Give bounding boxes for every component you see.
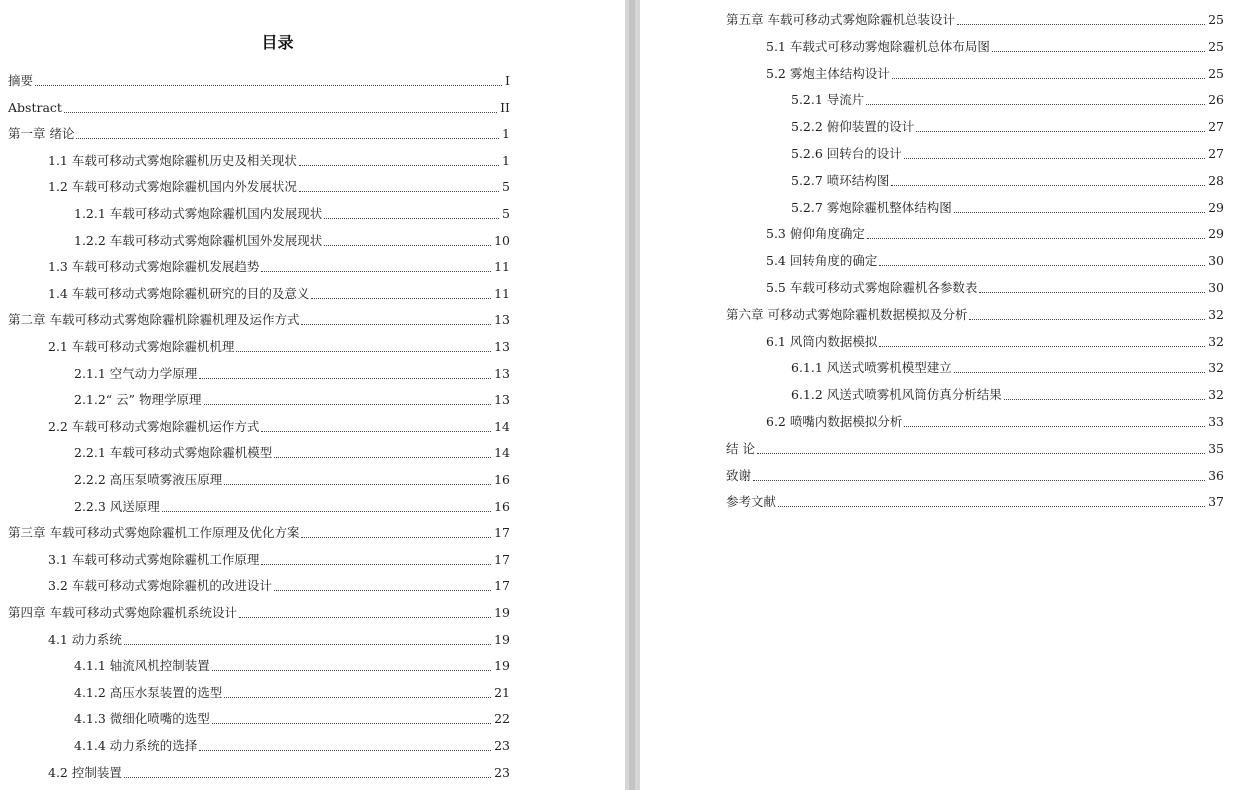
toc-leader-dots <box>299 165 499 166</box>
toc-entry[interactable] <box>726 492 1224 512</box>
toc-entry-text: 2.1.1 空气动力学原理 <box>74 365 198 381</box>
toc-entry[interactable] <box>726 466 1224 486</box>
toc-entry[interactable] <box>74 231 510 251</box>
toc-leader-dots <box>299 191 499 192</box>
toc-entry-text: 1.2.1 车载可移动式雾炮除霾机国内发展现状 <box>74 206 323 221</box>
toc-leader-dots <box>311 298 491 299</box>
toc-entry[interactable] <box>48 576 510 596</box>
toc-entry[interactable] <box>791 90 1224 110</box>
toc-leader-dots <box>274 457 491 458</box>
toc-entry-text: 3.1 车载可移动式雾炮除霾机工作原理 <box>48 551 260 567</box>
toc-page-number: 16 <box>494 472 510 487</box>
toc-page-number: 17 <box>494 525 510 541</box>
toc-entry[interactable] <box>74 736 510 756</box>
toc-entry[interactable] <box>48 151 510 171</box>
toc-entry[interactable] <box>48 763 510 783</box>
toc-page-number: 5 <box>502 206 510 221</box>
toc-page-number: 25 <box>1208 65 1224 81</box>
toc-entry-text: 6.1.2 风送式喷雾机风筒仿真分析结果 <box>791 387 1002 403</box>
toc-entry[interactable] <box>8 310 510 330</box>
toc-entry-text: 5.3 俯仰角度确定 <box>766 226 865 242</box>
toc-leader-dots <box>892 78 1205 79</box>
toc-entry-text: 1.2.2 车载可移动式雾炮除霾机国外发展现状 <box>74 232 323 248</box>
toc-entry[interactable] <box>791 358 1224 378</box>
toc-leader-dots <box>239 617 491 618</box>
toc-entry[interactable] <box>766 332 1224 352</box>
toc-page-number: 33 <box>1208 414 1224 429</box>
toc-entry[interactable] <box>726 10 1224 30</box>
toc-page-number: 19 <box>494 605 510 620</box>
toc-page-number: 17 <box>494 551 510 567</box>
toc-entry[interactable] <box>8 523 510 543</box>
toc-leader-dots <box>992 51 1205 52</box>
toc-entry-text: 5.2.6 回转台的设计 <box>791 146 902 161</box>
toc-entry-text: 第四章 车载可移动式雾炮除霾机系统设计 <box>8 605 237 620</box>
toc-entry-text: 结 论 <box>726 440 755 456</box>
toc-leader-dots <box>274 590 491 591</box>
toc-entry[interactable] <box>8 71 510 91</box>
toc-entry-text: 4.2 控制装置 <box>48 764 122 780</box>
toc-entry-text: 参考文献 <box>726 494 777 510</box>
toc-page-number: I <box>505 73 510 88</box>
toc-leader-dots <box>261 271 491 272</box>
toc-entry[interactable] <box>791 117 1224 137</box>
toc-page-number: 25 <box>1208 38 1224 54</box>
toc-page-number: 23 <box>494 738 510 753</box>
toc-leader-dots <box>212 670 491 671</box>
toc-entry[interactable] <box>766 278 1224 298</box>
toc-page-number: 25 <box>1208 12 1224 27</box>
toc-entry[interactable] <box>791 144 1224 164</box>
toc-page-number: 19 <box>494 631 510 647</box>
toc-entry-text: 第五章 车载可移动式雾炮除霾机总装设计 <box>726 12 955 27</box>
toc-page-number: 29 <box>1208 226 1224 242</box>
toc-leader-dots <box>979 292 1205 293</box>
toc-entry-text: 2.2.3 风送原理 <box>74 498 160 514</box>
toc-entry[interactable] <box>74 470 510 490</box>
toc-leader-dots <box>954 372 1205 373</box>
toc-entry[interactable] <box>766 412 1224 432</box>
toc-entry[interactable] <box>8 124 510 144</box>
toc-page-number: 19 <box>494 658 510 674</box>
toc-entry[interactable] <box>766 37 1224 57</box>
toc-leader-dots <box>957 24 1205 25</box>
toc-page-number: 13 <box>494 339 510 354</box>
toc-entry-text: 摘要 <box>8 73 34 88</box>
toc-entry-text: 4.1.4 动力系统的选择 <box>74 738 198 753</box>
toc-page-number: 32 <box>1208 360 1224 376</box>
toc-leader-dots <box>1004 399 1205 400</box>
toc-entry-text: 5.2.7 喷环结构图 <box>791 172 890 188</box>
toc-entry-text: 4.1 动力系统 <box>48 631 122 647</box>
toc-page-number: 26 <box>1208 92 1224 108</box>
toc-page-number: 22 <box>494 711 510 727</box>
toc-leader-dots <box>916 131 1205 132</box>
toc-leader-dots <box>124 777 491 778</box>
toc-page-number: II <box>500 99 510 115</box>
toc-leader-dots <box>76 138 499 139</box>
toc-entry-text: 5.2.7 雾炮除霾机整体结构图 <box>791 199 952 215</box>
toc-entry-text: 第三章 车载可移动式雾炮除霾机工作原理及优化方案 <box>8 525 300 541</box>
toc-entry-text: 5.1 车载式可移动雾炮除霾机总体布局图 <box>766 38 990 54</box>
toc-page-number: 30 <box>1208 280 1224 295</box>
toc-entry-text: 2.1 车载可移动式雾炮除霾机机理 <box>48 339 235 354</box>
toc-entry-text: 1.1 车载可移动式雾炮除霾机历史及相关现状 <box>48 152 297 168</box>
toc-entry-text: 致谢 <box>726 467 752 483</box>
toc-entry[interactable] <box>791 198 1224 218</box>
toc-entry[interactable] <box>48 630 510 650</box>
toc-leader-dots <box>866 104 1205 105</box>
toc-entry-text: 5.2.2 俯仰装置的设计 <box>791 119 915 135</box>
toc-entry-text: 2.2 车载可移动式雾炮除霾机运作方式 <box>48 418 260 434</box>
toc-leader-dots <box>879 346 1205 347</box>
toc-page-number: 1 <box>502 126 510 142</box>
toc-entry[interactable] <box>74 656 510 676</box>
toc-entry[interactable] <box>726 439 1224 459</box>
toc-page-number: 29 <box>1208 199 1224 215</box>
toc-page-number: 32 <box>1208 387 1224 403</box>
toc-entry[interactable] <box>48 284 510 304</box>
toc-page-number: 16 <box>494 498 510 514</box>
toc-leader-dots <box>212 723 491 724</box>
toc-entry-text: 1.4 车载可移动式雾炮除霾机研究的目的及意义 <box>48 285 310 301</box>
toc-page-number: 11 <box>494 285 510 301</box>
page-gutter <box>625 0 640 790</box>
toc-leader-dots <box>224 697 491 698</box>
toc-leader-dots <box>199 750 491 751</box>
toc-entry-text: 5.2.1 导流片 <box>791 92 865 108</box>
toc-leader-dots <box>867 238 1205 239</box>
toc-page-number: 27 <box>1208 119 1224 135</box>
toc-entry[interactable] <box>791 171 1224 191</box>
toc-leader-dots <box>261 564 491 565</box>
toc-entry[interactable] <box>74 204 510 224</box>
toc-entry-text: Abstract <box>8 99 62 115</box>
toc-leader-dots <box>199 378 491 379</box>
toc-page-number: 21 <box>494 684 510 700</box>
toc-leader-dots <box>301 324 491 325</box>
toc-entry-text: 6.1.1 风送式喷雾机模型建立 <box>791 360 952 376</box>
toc-page-number: 11 <box>494 259 510 275</box>
toc-leader-dots <box>879 265 1205 266</box>
toc-page-number: 14 <box>494 418 510 434</box>
toc-leader-dots <box>162 511 491 512</box>
gutter-shadow <box>629 0 635 790</box>
toc-entry[interactable] <box>48 337 510 357</box>
toc-entry-text: 2.1.2“ 云” 物理学原理 <box>74 392 202 408</box>
toc-page-number: 28 <box>1208 172 1224 188</box>
toc-page-number: 17 <box>494 578 510 594</box>
toc-entry[interactable] <box>8 98 510 118</box>
toc-leader-dots <box>891 185 1205 186</box>
toc-entry[interactable] <box>48 257 510 277</box>
toc-leader-dots <box>778 506 1205 507</box>
document-page-right <box>640 0 1240 790</box>
toc-entry[interactable] <box>48 417 510 437</box>
toc-entry[interactable] <box>791 385 1224 405</box>
toc-entry[interactable] <box>766 251 1224 271</box>
toc-page-number: 10 <box>494 232 510 248</box>
toc-entry-text: 5.5 车载可移动式雾炮除霾机各参数表 <box>766 280 978 295</box>
toc-page-number: 13 <box>494 365 510 381</box>
toc-page-number: 32 <box>1208 333 1224 349</box>
toc-leader-dots <box>954 212 1205 213</box>
toc-entry[interactable] <box>74 709 510 729</box>
toc-leader-dots <box>324 218 499 219</box>
toc-page-number: 13 <box>494 392 510 408</box>
toc-entry[interactable] <box>766 224 1224 244</box>
toc-leader-dots <box>124 644 491 645</box>
toc-entry[interactable] <box>766 64 1224 84</box>
toc-entry-text: 5.2 雾炮主体结构设计 <box>766 65 890 81</box>
toc-leader-dots <box>969 319 1205 320</box>
toc-entry-text: 第一章 绪论 <box>8 126 75 142</box>
toc-page-number: 5 <box>502 179 510 195</box>
toc-leader-dots <box>236 351 491 352</box>
toc-entry[interactable] <box>74 443 510 463</box>
toc-leader-dots <box>224 484 491 485</box>
toc-entry-text: 6.1 风筒内数据模拟 <box>766 333 878 349</box>
toc-entry[interactable] <box>74 497 510 517</box>
toc-entry-text: 1.3 车载可移动式雾炮除霾机发展趋势 <box>48 259 260 275</box>
toc-page-number: 27 <box>1208 146 1224 161</box>
toc-entry[interactable] <box>8 603 510 623</box>
toc-page-number: 36 <box>1208 467 1224 483</box>
toc-entry[interactable] <box>726 305 1224 325</box>
toc-page-number: 13 <box>494 312 510 328</box>
toc-entry-text: 4.1.2 高压水泵装置的选型 <box>74 684 223 700</box>
toc-leader-dots <box>904 158 1205 159</box>
toc-leader-dots <box>261 431 491 432</box>
toc-page-number: 35 <box>1208 440 1224 456</box>
toc-entry-text: 2.2.1 车载可移动式雾炮除霾机模型 <box>74 445 273 461</box>
toc-leader-dots <box>904 426 1205 427</box>
toc-entry[interactable] <box>48 177 510 197</box>
toc-leader-dots <box>753 480 1205 481</box>
toc-leader-dots <box>64 112 497 113</box>
toc-leader-dots <box>35 85 502 86</box>
toc-page-number: 37 <box>1208 494 1224 510</box>
toc-leader-dots <box>204 404 492 405</box>
toc-page-number: 23 <box>494 764 510 780</box>
toc-leader-dots <box>324 245 491 246</box>
toc-entry[interactable] <box>74 390 510 410</box>
toc-page-number: 1 <box>502 152 510 168</box>
toc-leader-dots <box>757 453 1205 454</box>
toc-entry-text: 3.2 车载可移动式雾炮除霾机的改进设计 <box>48 578 272 594</box>
toc-page-number: 30 <box>1208 253 1224 269</box>
toc-entry[interactable] <box>74 683 510 703</box>
toc-entry[interactable] <box>48 550 510 570</box>
toc-entry-text: 4.1.3 微细化喷嘴的选型 <box>74 711 210 727</box>
toc-entry-text: 1.2 车载可移动式雾炮除霾机国内外发展状况 <box>48 179 297 195</box>
toc-page-number: 14 <box>494 445 510 461</box>
toc-entry-text: 6.2 喷嘴内数据模拟分析 <box>766 414 903 429</box>
toc-entry-text: 5.4 回转角度的确定 <box>766 253 878 269</box>
toc-entry-text: 第六章 可移动式雾炮除霾机数据模拟及分析 <box>726 306 968 322</box>
toc-leader-dots <box>301 537 491 538</box>
toc-page-number: 32 <box>1208 306 1224 322</box>
toc-entry-text: 4.1.1 轴流风机控制装置 <box>74 658 210 674</box>
toc-title: 目录 <box>261 33 294 52</box>
toc-entry-text: 第二章 车载可移动式雾炮除霾机除霾机理及运作方式 <box>8 312 300 328</box>
toc-entry[interactable] <box>74 364 510 384</box>
toc-entry-text: 2.2.2 高压泵喷雾液压原理 <box>74 472 223 487</box>
